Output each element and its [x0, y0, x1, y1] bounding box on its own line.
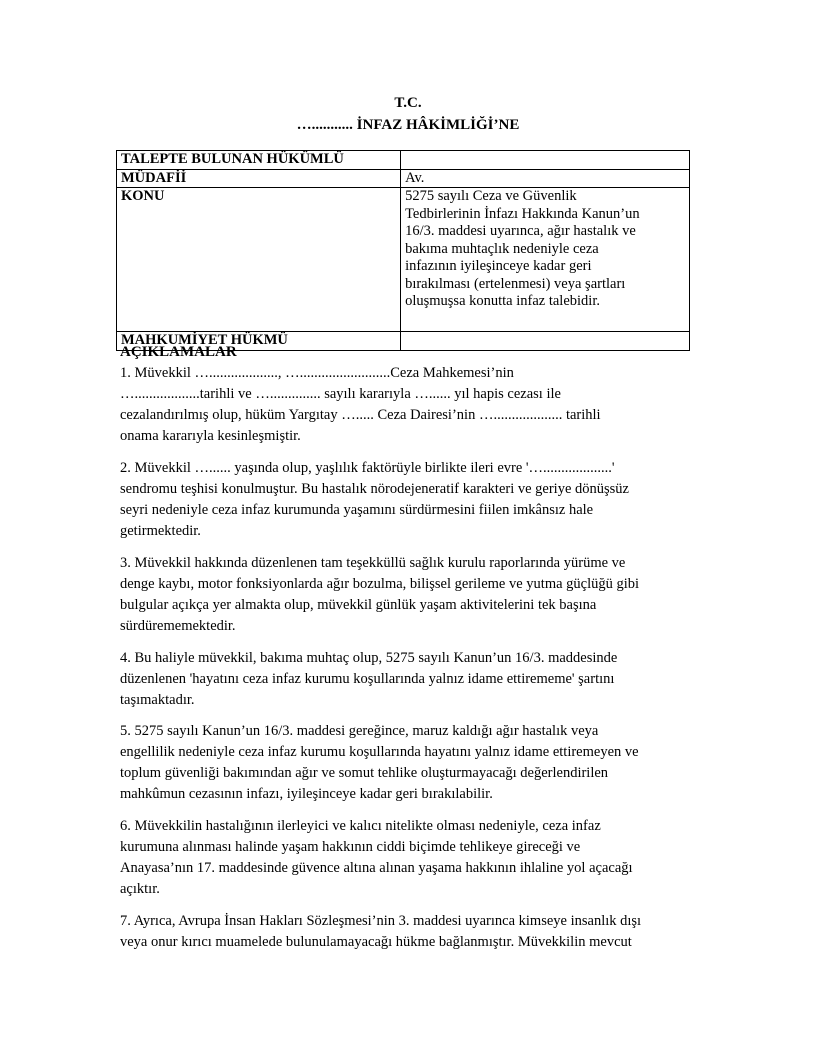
paragraph-3	[120, 553, 694, 637]
info-table-value-line	[405, 151, 685, 169]
paragraph-line: 7. Ayrıca, Avrupa İnsan Hakları Sözleşmesi’nin 3. maddesi uyarınca kimseye insanlık dışı	[120, 913, 642, 929]
paragraph-2	[120, 458, 694, 542]
info-table-row	[117, 188, 690, 332]
paragraph-line: bulgular açıkça yer almakta olup, müvekkil günlük yaşam aktivitelerini tek başına	[120, 597, 597, 613]
paragraph-line: seyri nedeniyle ceza infaz kurumunda yaşamını sürdürmesini fiilen imkânsız hale	[120, 502, 594, 518]
info-table-value	[401, 151, 690, 170]
paragraph-line: Anayasa’nın 17. maddesinde güvence altına alınan yaşama hakkının ihlaline yol açacağı	[120, 860, 633, 876]
paragraph-line: 5. 5275 sayılı Kanun’un 16/3. maddesi gereğince, maruz kaldığı ağır hastalık veya	[120, 723, 599, 739]
paragraph-line: sürdürememektedir.	[120, 618, 236, 634]
paragraph-line: taşımaktadır.	[120, 692, 195, 708]
info-table-value-line	[405, 332, 685, 350]
paragraph-line: sendromu teşhisi konulmuştur. Bu hastalık nörodejeneratif karakteri ve geriye dönüşsüz	[120, 481, 629, 497]
paragraph-line: getirmektedir.	[120, 523, 201, 539]
info-table-row	[117, 151, 690, 170]
paragraph-line: 6. Müvekkilin hastalığının ilerleyici ve kalıcı nitelikte olması nedeniyle, ceza infaz	[120, 818, 601, 834]
paragraph-7	[120, 911, 694, 953]
info-table-label: TALEPTE BULUNAN HÜKÜMLÜ	[117, 151, 401, 170]
paragraph-6	[120, 816, 694, 900]
paragraph-line: 2. Müvekkil …...... yaşında olup, yaşlılık faktörüyle birlikte ileri evre '…...................'	[120, 460, 615, 476]
info-table-value	[401, 169, 690, 188]
document-header-tc: T.C.	[394, 95, 422, 111]
info-table-value-line: 16/3. maddesi uyarınca, ağır hastalık ve	[405, 223, 636, 239]
info-table-label: MAHKUMİYET HÜKMÜ	[117, 332, 401, 351]
paragraph-line: engellilik nedeniyle ceza infaz kurumu koşullarında hayatını yalnız idame ettiremeyen ve	[120, 744, 639, 760]
petition-info-table	[116, 150, 690, 351]
info-table-value-line: bırakılması (ertelenmesi) veya şartları	[405, 275, 626, 292]
paragraph-line: mahkûmun cezasının infazı, iyileşinceye kadar geri bırakılabilir.	[120, 786, 493, 802]
paragraph-line: veya onur kırıcı muamelede bulunulamayacağı hükme bağlanmıştır. Müvekkilin mevcut	[120, 934, 632, 950]
paragraph-1	[120, 363, 694, 447]
info-table-value-line: infazının iyileşinceye kadar geri	[405, 258, 592, 274]
paragraph-4	[120, 648, 694, 711]
info-table-value-line: oluşmuşsa konutta infaz talebidir.	[405, 293, 600, 309]
paragraph-line: onama kararıyla kesinleşmiştir.	[120, 428, 301, 444]
info-table-value-line: 5275 sayılı Ceza ve Güvenlik	[405, 188, 577, 204]
paragraph-5	[120, 721, 694, 805]
paragraph-line: denge kaybı, motor fonksiyonlarda ağır bozulma, bilişsel gerileme ve yutma güçlüğü gibi	[120, 576, 640, 592]
info-table-label: KONU	[117, 188, 401, 332]
section-title-aciklamalar: AÇIKLAMALAR	[120, 344, 237, 360]
paragraph-line: 3. Müvekkil hakkında düzenlenen tam teşekküllü sağlık kurulu raporlarında yürüme ve	[120, 555, 626, 571]
paragraph-line: cezalandırılmış olup, hüküm Yargıtay …..... Ceza Dairesi’nin …................... tarihli	[120, 407, 601, 423]
info-table-value	[401, 332, 690, 351]
info-table-value-line: Tedbirlerinin İnfazı Hakkında Kanun’un	[405, 205, 640, 222]
info-table-label: MÜDAFİİ	[117, 169, 401, 188]
document-header-court: …........... İNFAZ HÂKİMLİĞİ’NE	[296, 117, 520, 133]
info-table-row	[117, 169, 690, 188]
paragraph-line: 1. Müvekkil …..................., ….........................Ceza Mahkemesi’nin	[120, 365, 514, 381]
paragraph-line: 4. Bu haliyle müvekkil, bakıma muhtaç olup, 5275 sayılı Kanun’un 16/3. maddesinde	[120, 650, 618, 666]
info-table-value-line: bakıma muhtaçlık nedeniyle ceza	[405, 240, 599, 257]
info-table-value-line: Av.	[405, 169, 425, 186]
paragraph-line: açıktır.	[120, 881, 160, 897]
info-table-value	[401, 188, 690, 332]
paragraph-line: kurumuna alınması halinde yaşam hakkının ciddi biçimde tehlikeye gireceği ve	[120, 839, 581, 855]
paragraph-line: toplum güvenliği bakımından ağır ve somut tehlike oluşturmayacağı değerlendirilen	[120, 765, 609, 781]
paragraph-line: …..................tarihli ve ….............. sayılı kararıyla …...... yıl hapis cezası ile	[120, 386, 561, 402]
paragraph-line: düzenlenen 'hayatını ceza infaz kurumu koşullarında yalnız idame ettirememe' şartını	[120, 671, 615, 687]
